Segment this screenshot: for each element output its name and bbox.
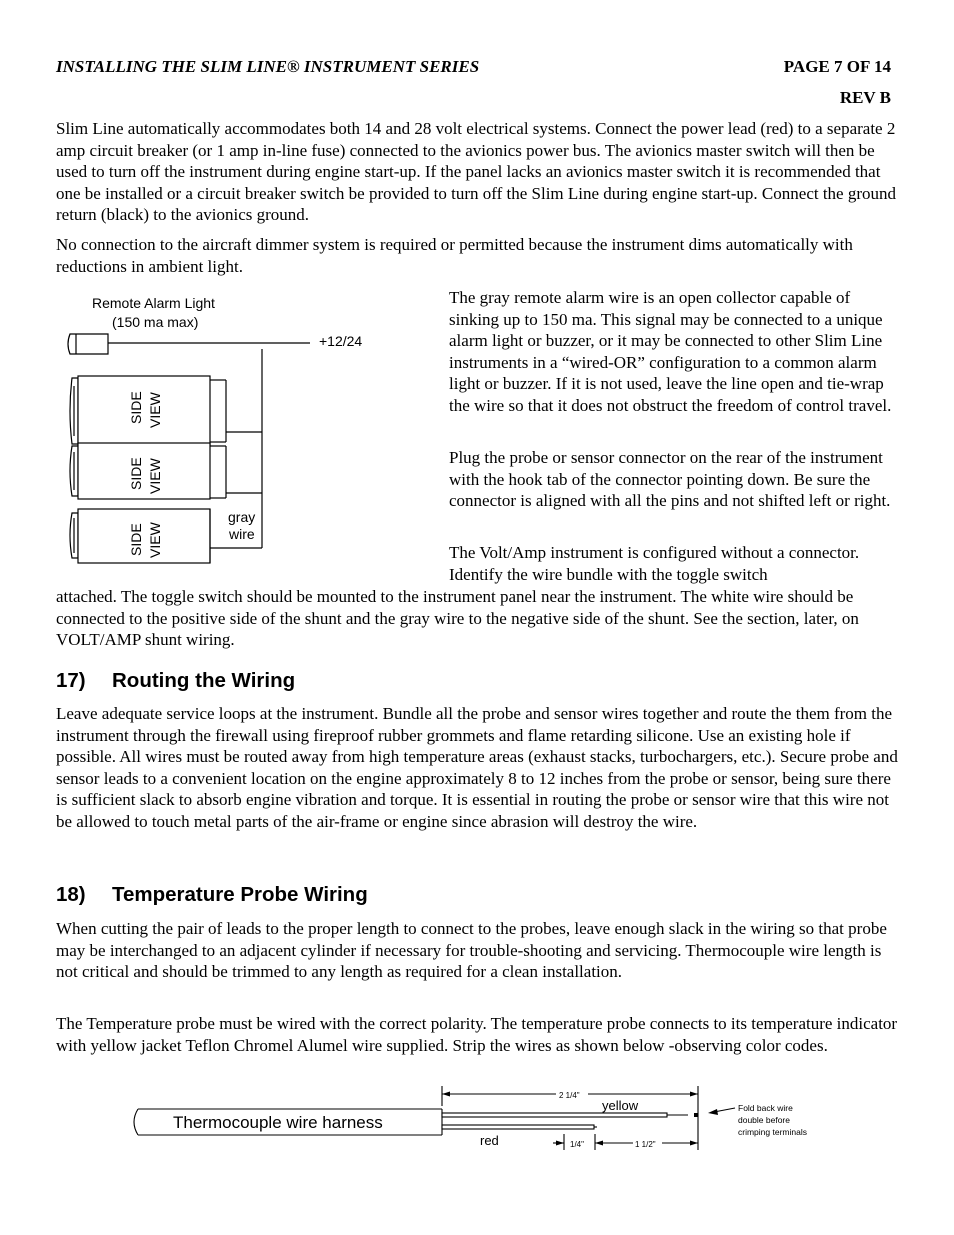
alarm-lamp-icon	[68, 334, 108, 354]
routing-paragraph: Leave adequate service loops at the instrument. Bundle all the probe and sensor wires together and route the them from the instrument through the firewall using fireproof rubber grommets and flame retarding silicone. Use an existing hole if possible. All wires must be routed away from high temperature areas (exhaust stacks, turbochargers, etc.). Secure probe and sensor leads to a convenient location on the engine approximately 8 to 12 inches from the probe or sensor, being sure there is sufficient slack to absorb engine vibration and torque. It is essential in routing the probe or sensor wire that this wire not be allowed to touch metal parts of the air-frame or engine since abrasion will destroy the wire.	[56, 704, 898, 831]
dimension-2-1-4-label: 2 1/4"	[559, 1091, 580, 1100]
section-17-number: 17)	[56, 669, 86, 692]
probe-wiring-paragraph-1: When cutting the pair of leads to the proper length to connect to the probes, leave enough slack in the wiring so that probe may be interchanged to an adjacent cylinder if necessary for trouble-shooting and servicing. Thermocouple wire length is not critical and should be trimmed to any length as required for a clean installation.	[56, 919, 887, 981]
supply-voltage-label: +12/24	[319, 333, 363, 349]
red-wire	[442, 1125, 597, 1129]
lamp-label-line-1: Remote Alarm Light	[92, 295, 215, 311]
probe-wiring-paragraph-2: The Temperature probe must be wired with the correct polarity. The temperature probe connects to its temperature indicator with yellow jacket Teflon Chromel Alumel wire supplied. Strip the wires as shown below -observing color codes.	[56, 1014, 898, 1055]
dimension-1-4-label: 1/4"	[570, 1140, 584, 1149]
instrument-side-view-1	[70, 376, 262, 446]
revision-label: REV B	[839, 88, 891, 107]
section-18-number: 18)	[56, 883, 86, 906]
section-18-heading	[56, 883, 368, 907]
alarm-wire-paragraph: The gray remote alarm wire is an open collector capable of sinking up to 150 ma. This signal may be connected to a unique alarm light or buzzer, or it may be connected to other Slim Line instruments in a “wired-OR” configuration to a common alarm light or buzzer. If it is not used, leave the line open and tie-wrap the wire so that it does not obstruct the freedom of control travel.	[449, 288, 892, 415]
side-view-label-1: SIDE	[128, 391, 144, 424]
view-label-2: VIEW	[147, 458, 163, 494]
yellow-wire	[442, 1113, 688, 1117]
gray-wire-label-2: wire	[229, 526, 255, 542]
section-18-title: Temperature Probe Wiring	[112, 883, 368, 906]
intro-paragraph-2: No connection to the aircraft dimmer system is required or permitted because the instrument dims automatically with reductions in ambient light.	[56, 235, 853, 276]
yellow-wire-label: yellow	[602, 1098, 639, 1113]
thermocouple-harness-diagram	[128, 1082, 828, 1156]
view-label-3: VIEW	[147, 522, 163, 558]
section-17-title: Routing the Wiring	[112, 669, 296, 692]
dimension-1-1-2-label: 1 1/2"	[635, 1140, 656, 1149]
gray-wire-label-1: gray	[228, 509, 256, 525]
fold-back-note-line-3: crimping terminals	[738, 1127, 807, 1137]
volt-amp-paragraph: The Volt/Amp instrument is configured without a connector. Identify the wire bundle with the toggle switch	[449, 543, 860, 584]
side-view-label-3: SIDE	[128, 523, 144, 556]
connector-paragraph: Plug the probe or sensor connector on the rear of the instrument with the hook tab of the connector pointing down. Be sure the connector is aligned with all the pins and not shifted left or right.	[449, 448, 891, 510]
view-label-1: VIEW	[147, 392, 163, 428]
fold-back-note-line-2: double before	[738, 1115, 790, 1125]
lamp-label-line-2: (150 ma max)	[112, 314, 199, 330]
fold-back-note-line-1: Fold back wire	[738, 1103, 793, 1113]
instrument-side-view-2	[70, 443, 262, 499]
section-17-heading	[56, 669, 295, 693]
intro-paragraph-1: Slim Line automatically accommodates both 14 and 28 volt electrical systems. Connect the power lead (red) to a separate 2 amp circuit breaker (or 1 amp in-line fuse) connected to the avionics power bus. The avionics master switch will then be used to turn off the instrument during engine start-up. If the panel lacks an avionics master switch it is recommended that one be installed or a circuit breaker switch be provided to turn off the Slim Line during engine start-up. Connect the ground return (black) to the avionics ground.	[56, 119, 897, 224]
volt-amp-continued-paragraph: attached. The toggle switch should be mounted to the instrument panel near the instrument. The white wire should be connected to the positive side of the shunt and the gray wire to the negative side of the shunt. See the section, later, on VOLT/AMP shunt wiring.	[56, 587, 859, 649]
red-wire-label: red	[480, 1133, 499, 1148]
side-view-label-2: SIDE	[128, 457, 144, 490]
harness-label: Thermocouple wire harness	[173, 1113, 383, 1132]
alarm-wiring-diagram	[56, 288, 386, 570]
page-number: PAGE 7 OF 14	[783, 57, 891, 76]
document-title: INSTALLING THE SLIM LINE® INSTRUMENT SERIES	[56, 57, 480, 76]
